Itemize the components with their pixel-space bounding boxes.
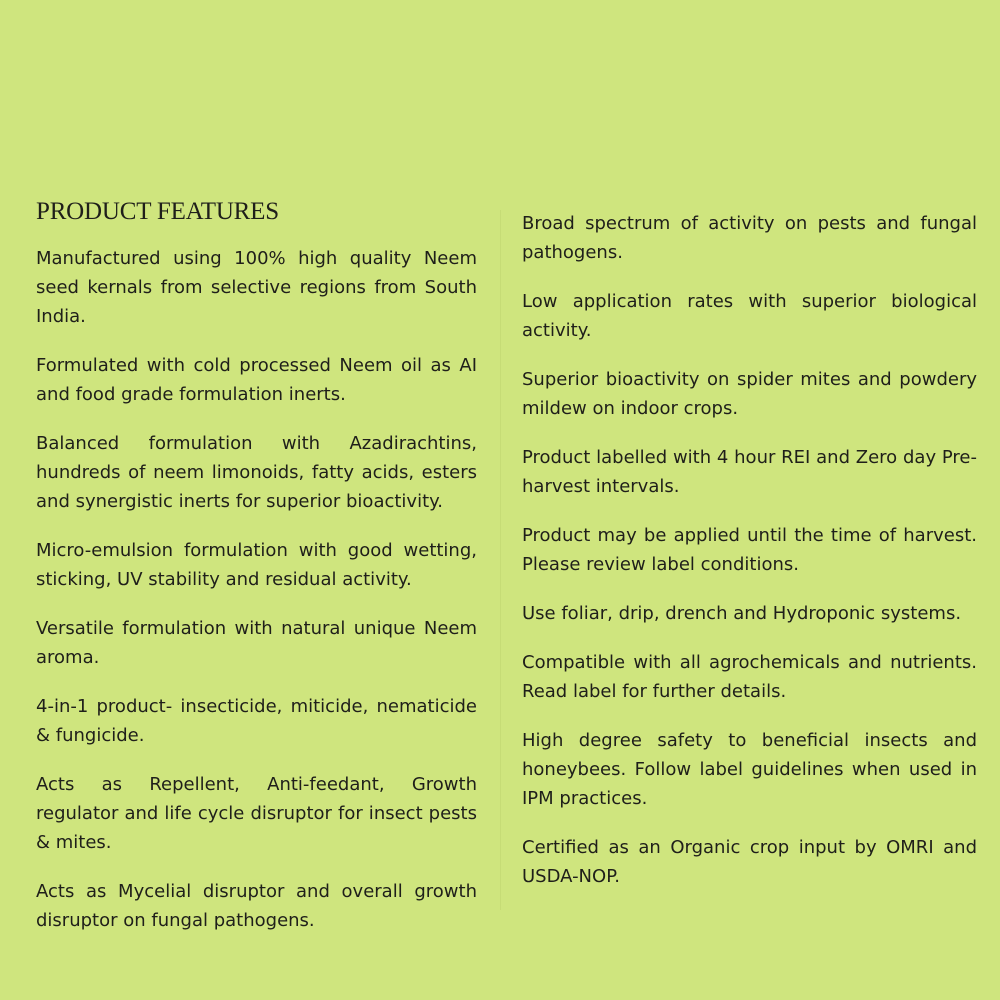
feature-item: Micro-emulsion formulation with good wetting, sticking, UV stability and residual activity. (36, 540, 477, 590)
column-divider (500, 210, 501, 910)
page-title: PRODUCT FEATURES (36, 198, 279, 225)
feature-item: Manufactured using 100% high quality Neem seed kernals from selective regions from South India. (36, 248, 477, 327)
feature-item: Product may be applied until the time of harvest. Please review label conditions. (522, 525, 977, 575)
feature-item: Versatile formulation with natural unique Neem aroma. (36, 618, 477, 668)
feature-item: Acts as Mycelial disruptor and overall growth disruptor on fungal pathogens. (36, 881, 477, 931)
feature-item: Superior bioactivity on spider mites and powdery mildew on indoor crops. (522, 369, 977, 419)
feature-item: Use foliar, drip, drench and Hydroponic systems. (522, 603, 962, 624)
feature-item: Broad spectrum of activity on pests and fungal pathogens. (522, 213, 977, 263)
feature-item: Formulated with cold processed Neem oil as AI and food grade formulation inerts. (36, 355, 477, 405)
feature-item: 4-in-1 product- insecticide, miticide, nematicide & fungicide. (36, 696, 477, 746)
feature-item: Product labelled with 4 hour REI and Zero day Pre-harvest intervals. (522, 447, 977, 497)
feature-item: Acts as Repellent, Anti-feedant, Growth regulator and life cycle disruptor for insect pests & mites. (36, 774, 477, 853)
feature-item: High degree safety to beneficial insects and honeybees. Follow label guidelines when used in IPM practices. (522, 730, 977, 809)
feature-item: Compatible with all agrochemicals and nutrients. Read label for further details. (522, 652, 977, 702)
feature-item: Balanced formulation with Azadirachtins, hundreds of neem limonoids, fatty acids, esters and synergistic inerts for superior bioactivity. (36, 433, 477, 512)
left-feature-list (36, 244, 477, 955)
feature-item: Low application rates with superior biological activity. (522, 291, 977, 341)
feature-item: Certified as an Organic crop input by OMRI and USDA-NOP. (522, 837, 977, 887)
right-feature-list (522, 209, 977, 911)
